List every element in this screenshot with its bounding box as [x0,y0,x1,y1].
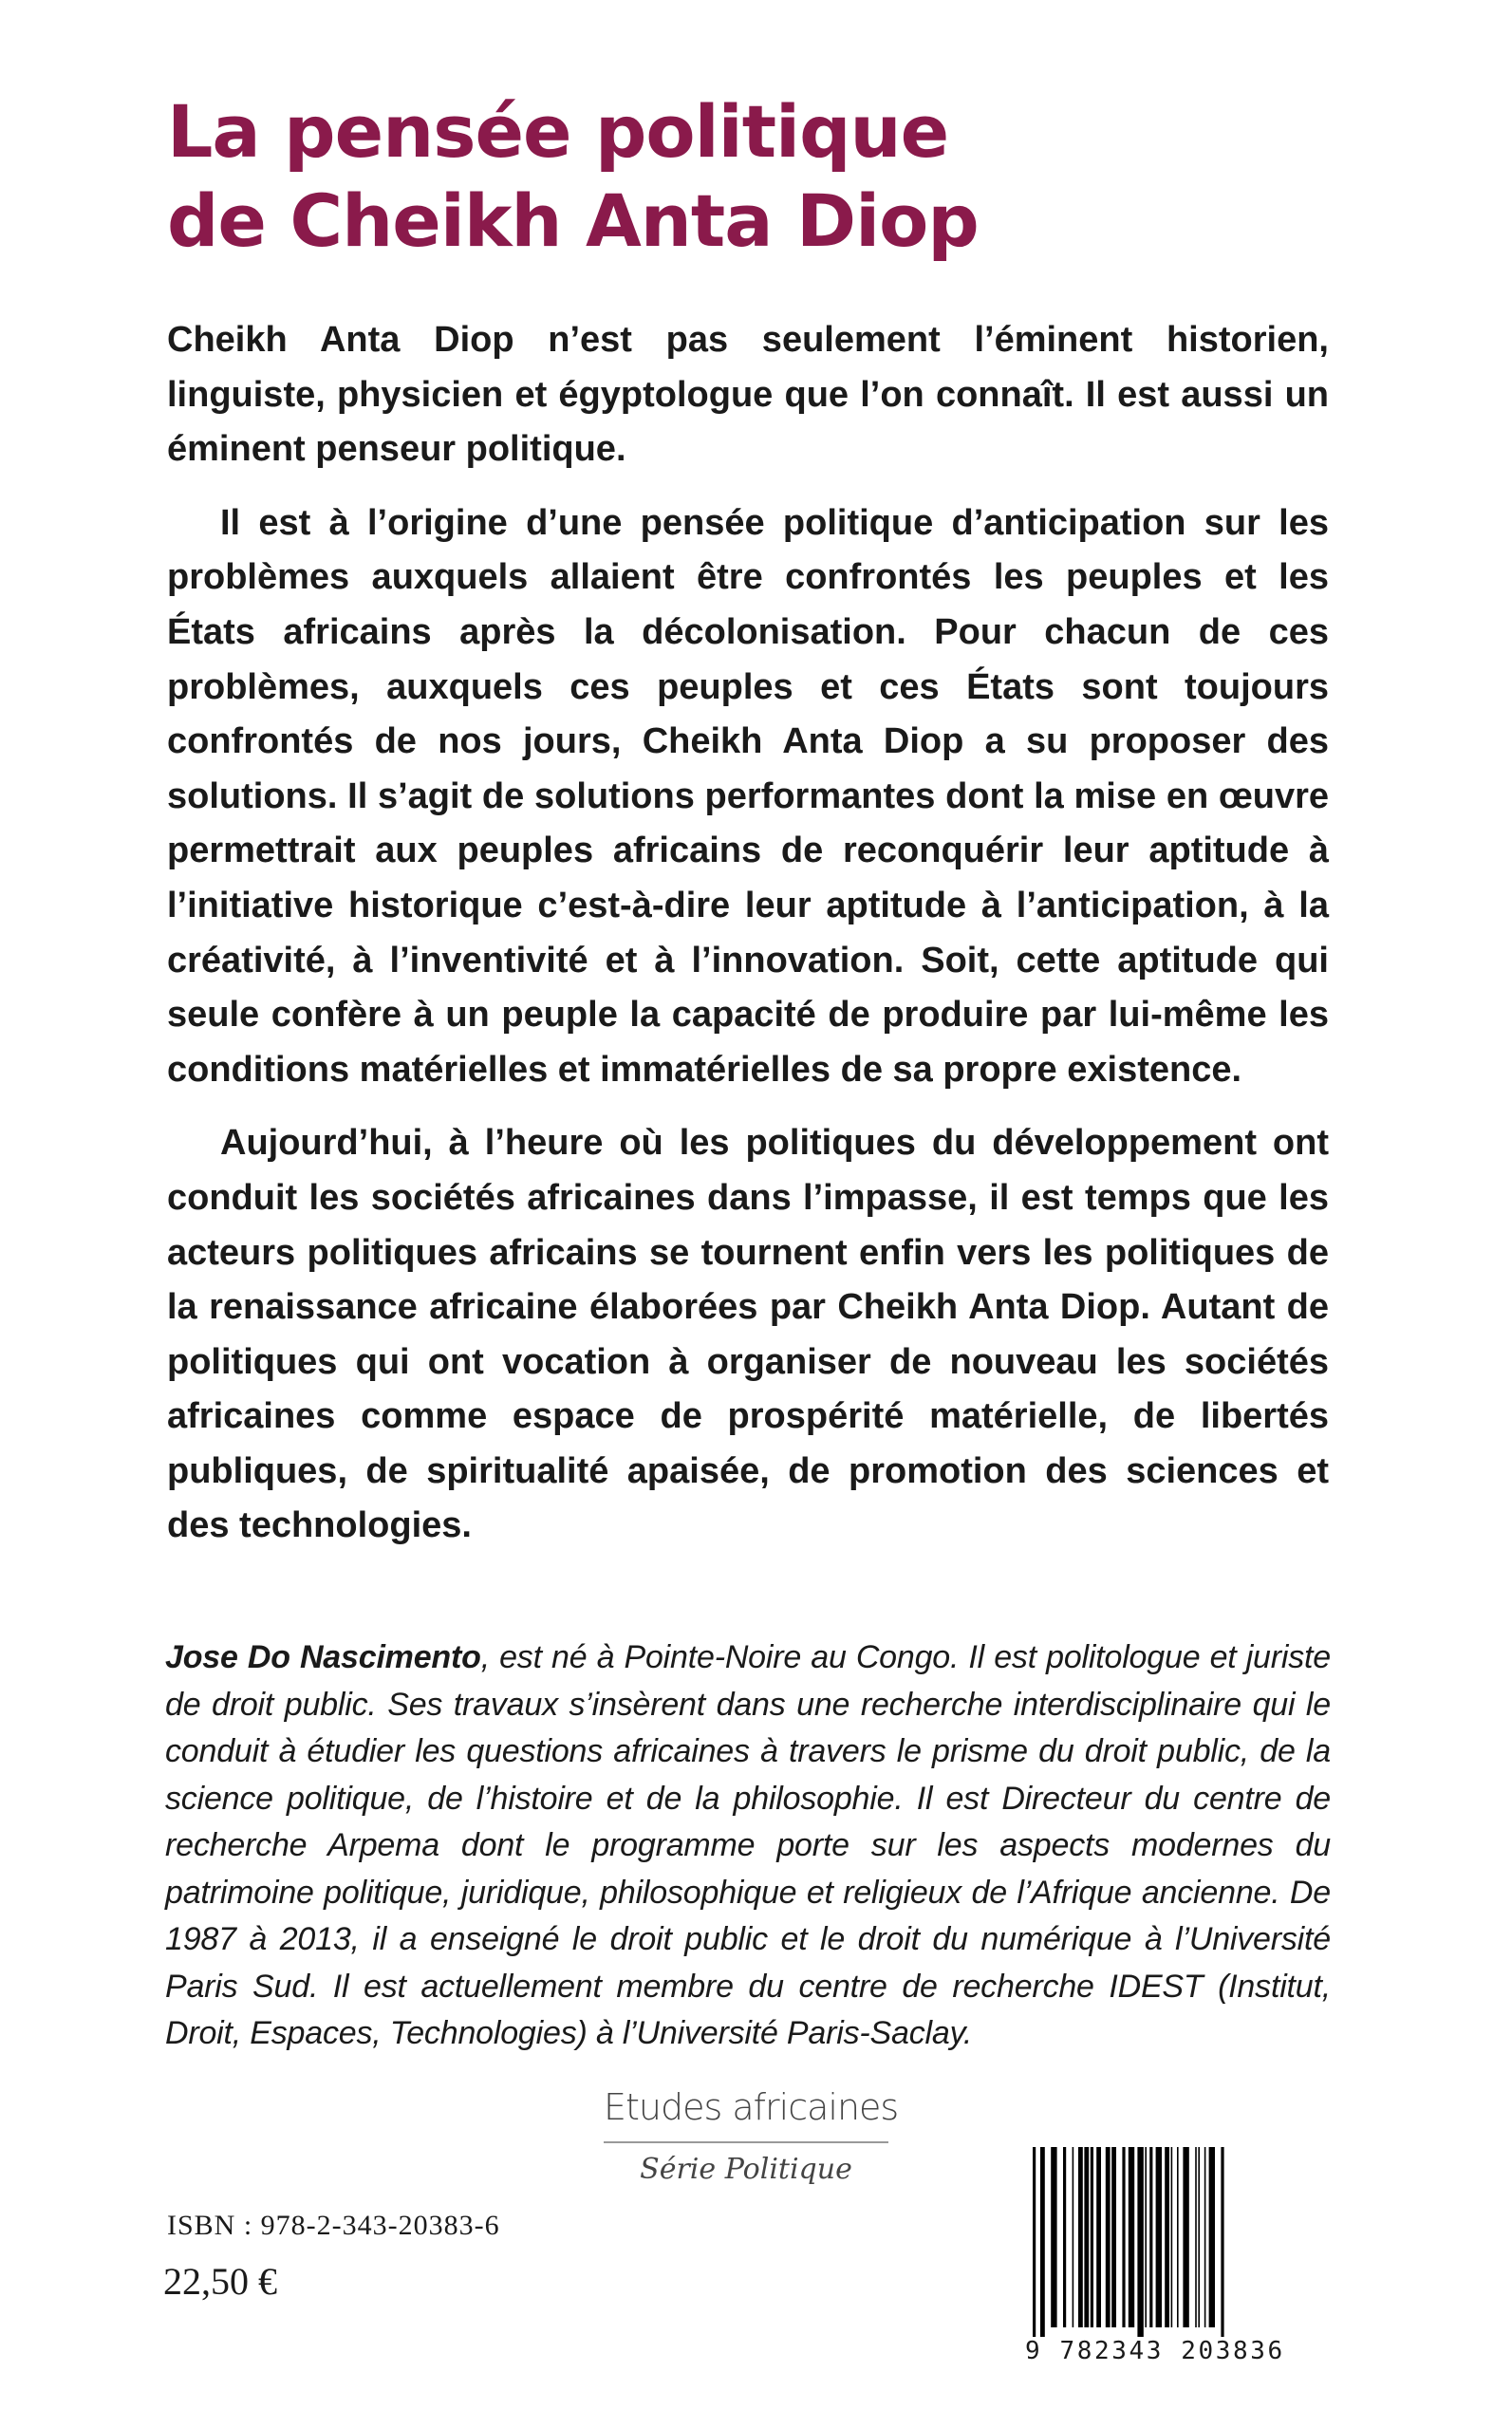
barcode-bar [1165,2147,1169,2327]
isbn: ISBN : 978-2-343-20383-6 [167,2210,500,2241]
barcode-bar [1209,2147,1215,2327]
barcode-icon [1025,2147,1327,2365]
barcode-bar [1221,2147,1223,2337]
barcode-bar [1204,2147,1206,2327]
barcode-bar [1156,2147,1162,2327]
barcode-bar [1091,2147,1093,2327]
blurb-paragraph-3: Aujourd’hui, à l’heure où les politiques du développement ont conduit les sociétés africaines dans l’impasse, il est temps que les acteurs politiques africains se tournent enfin vers les politiques de la renaissance africaine élaborées par Cheikh Anta Diop. Autant de politiques qui ont vocation à organiser de nouveau les sociétés africaines comme espace de prospérité matérielle, de libertés publiques, de spiritualité apaisée, de promotion des sciences et des technologies. [167,1123,1329,1546]
blurb [167,313,1329,1573]
series-divider [604,2141,888,2143]
barcode-bar [1063,2147,1066,2327]
barcode-bar [1137,2147,1143,2337]
barcode-bar [1078,2147,1083,2327]
title-line-1: La pensée politique [167,89,949,174]
barcode-bar [1106,2147,1111,2327]
barcode-bar [1183,2147,1188,2327]
series-name: Etudes africaines [604,2086,899,2128]
barcode-bar [1171,2147,1173,2327]
barcode-bar [1111,2147,1116,2327]
barcode-bar [1040,2147,1045,2337]
author-bio-text: , est né à Pointe-Noire au Congo. Il est politologue et juriste de droit public. Ses travaux s’insèrent dans une recherche interdisciplinaire qui le conduit à étudier les questions africaines à travers le prisme du droit public, de la science politique, de l’histoire et de la philosophie. Il est Directeur du centre de recherche Arpema dont le programme porte sur les aspects modernes du patrimoine politique, juridique, philosophique et religieux de l’Afrique ancienne. De 1987 à 2013, il a enseigné le droit public et le droit du numérique à l’Université Paris Sud. Il est actuellement membre du centre de recherche IDEST (Institut, Droit, Espaces, Technologies) à l’Université Paris-Saclay. [165,1639,1331,2051]
barcode-bar [1073,2147,1074,2327]
author-bio [165,1634,1331,2058]
series-block [604,2086,899,2186]
barcode-bar [1149,2147,1152,2327]
barcode-bar [1195,2147,1197,2327]
barcode-bar [1033,2147,1036,2337]
blurb-paragraph-1: Cheikh Anta Diop n’est pas seulement l’éminent historien, linguiste, physicien et égyptologue que l’on connaît. Il est aussi un éminent penseur politique. [167,320,1329,470]
barcode-bar [1129,2147,1134,2327]
barcode-bar [1145,2147,1147,2327]
barcode-bar [1122,2147,1125,2327]
book-title [167,87,1401,266]
barcode-bar [1198,2147,1200,2327]
barcode-bar [1177,2147,1179,2327]
barcode-bar [1051,2147,1056,2327]
series-subtitle: Série Politique [640,2153,852,2186]
barcode-bar [1096,2147,1101,2327]
price: 22,50 € [163,2260,277,2303]
barcode-bar [1084,2147,1089,2327]
barcode-bars [1025,2147,1327,2337]
title-line-2: de Cheikh Anta Diop [167,178,979,263]
blurb-paragraph-2: Il est à l’origine d’une pensée politique d’anticipation sur les problèmes auxquels allaient être confrontés les peuples et les États africains après la décolonisation. Pour chacun de ces problèmes, auxquels ces peuples et ces États sont toujours confrontés de nos jours, Cheikh Anta Diop a su proposer des solutions. Il s’agit de solutions performantes dont la mise en œuvre permettrait aux peuples africains de reconquérir leur aptitude à l’initiative historique c’est-à-dire leur aptitude à l’anticipation, à la créativité, à l’inventivité et à l’innovation. Soit, cette aptitude qui seule confère à un peuple la capacité de produire par lui-même les conditions matérielles et immatérielles de sa propre existence. [167,502,1329,1090]
author-name: Jose Do Nascimento [165,1639,481,1675]
barcode-digits: 9 782343 203836 [1025,2337,1327,2365]
